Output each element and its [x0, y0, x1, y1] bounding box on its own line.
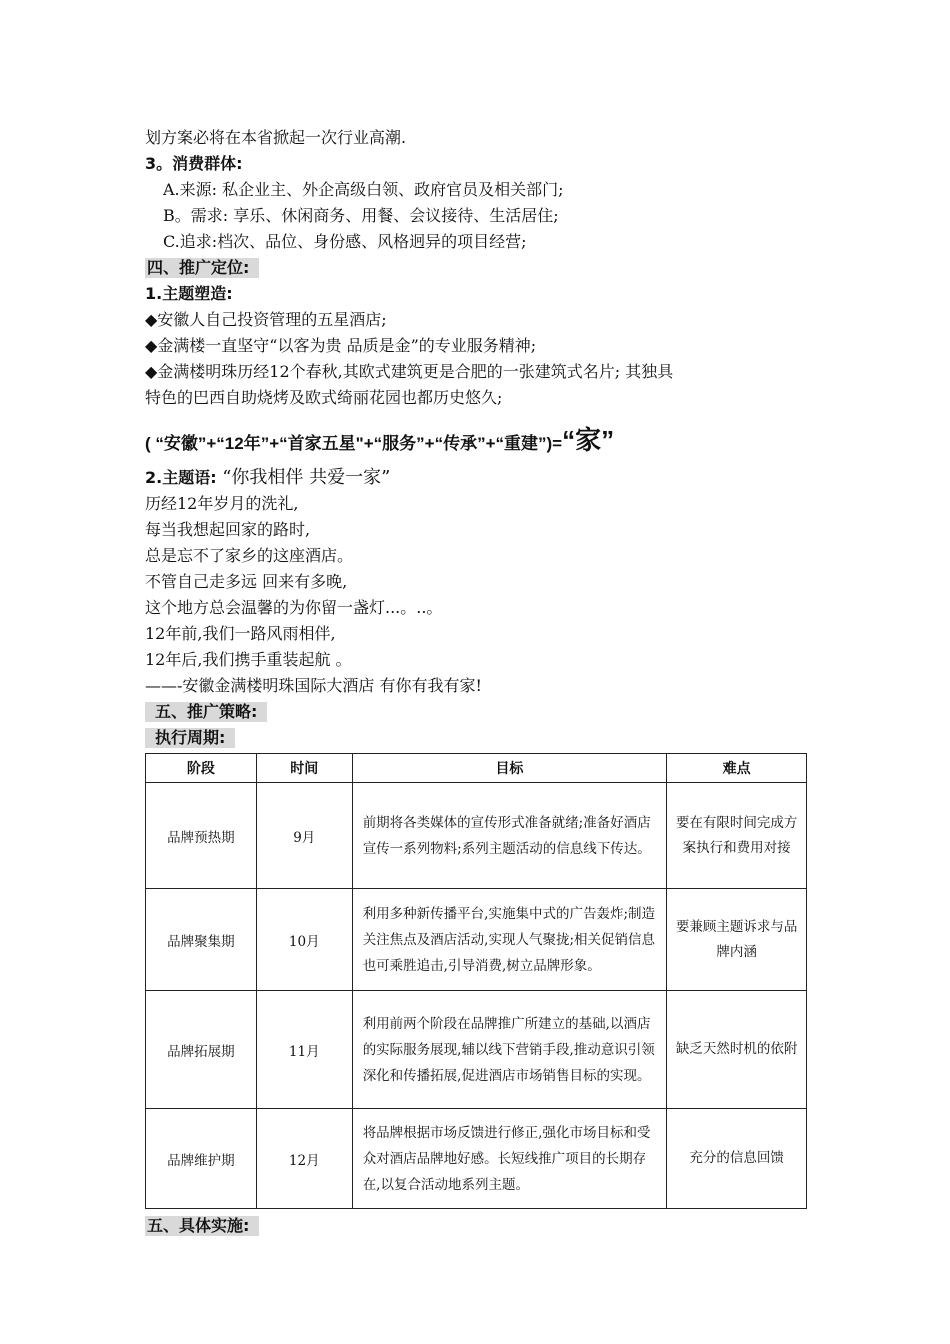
cell-stage: 品牌聚集期: [146, 889, 257, 991]
theme-formula: [145, 423, 810, 461]
table-row: [146, 889, 807, 991]
table-row: [146, 991, 807, 1109]
section-4-heading: 四、推广定位:: [145, 258, 259, 278]
cell-goal: 前期将各类媒体的宣传形式准备就绪;准备好酒店宣传一系列物料;系列主题活动的信息线下传达。: [352, 783, 667, 889]
theme-bullet-3b: 特色的巴西自助烧烤及欧式绮丽花园也都历史悠久;: [145, 388, 503, 407]
slogan-line: [145, 465, 810, 491]
header-stage: 阶段: [146, 754, 257, 783]
consumer-demand: B。需求: 享乐、休闲商务、用餐、会议接待、生活居住;: [163, 206, 559, 225]
poem-line: 不管自己走多远 回来有多晚,: [145, 572, 348, 591]
table-header-row: [146, 754, 807, 783]
header-goal: 目标: [352, 754, 667, 783]
table-row: [146, 783, 807, 889]
poem-line: 每当我想起回家的路时,: [145, 520, 311, 539]
section-5-heading: 五、推广策略:: [145, 702, 267, 722]
cell-stage: 品牌维护期: [146, 1109, 257, 1209]
poem-line: ——-安徽金满楼明珠国际大酒店 有你有我有家!: [145, 676, 482, 695]
poem-line: 这个地方总会温馨的为你留一盏灯...。..。: [145, 598, 443, 617]
theme-bullet-2: ◆金满楼一直坚守“以客为贵 品质是金”的专业服务精神;: [145, 336, 537, 355]
consumer-source: A.来源: 私企业主、外企高级白领、政府官员及相关部门;: [163, 180, 564, 199]
cell-goal: 将品牌根据市场反馈进行修正,强化市场目标和受众对酒店品牌地好感。长短线推广项目的长期存在,以复合活动地系列主题。: [352, 1109, 667, 1209]
cell-stage: 品牌预热期: [146, 783, 257, 889]
cell-time: 10月: [256, 889, 352, 991]
cell-stage: 品牌拓展期: [146, 991, 257, 1109]
theme-heading: 1.主题塑造:: [145, 284, 233, 303]
cell-time: 9月: [256, 783, 352, 889]
table-row: [146, 1109, 807, 1209]
cell-difficulty: 要兼顾主题诉求与品牌内涵: [667, 889, 807, 991]
header-time: 时间: [256, 754, 352, 783]
consumer-heading: 3。消费群体:: [145, 154, 243, 173]
poem-line: 总是忘不了家乡的这座酒店。: [145, 546, 354, 565]
slogan-text: “你我相伴 共爱一家”: [222, 467, 391, 488]
theme-bullet-3a: ◆金满楼明珠历经12个春秋,其欧式建筑更是合肥的一张建筑式名片; 其独具: [145, 362, 674, 381]
header-difficulty: 难点: [667, 754, 807, 783]
poem-line: 历经12年岁月的洗礼,: [145, 494, 299, 513]
cell-difficulty: 充分的信息回馈: [667, 1109, 807, 1209]
consumer-pursuit: C.追求:档次、品位、身份感、风格迥异的项目经营;: [163, 232, 527, 251]
slogan-heading: 2.主题语:: [145, 468, 217, 487]
poem-line: 12年前,我们一路风雨相伴,: [145, 624, 336, 643]
poem: [145, 491, 810, 699]
section-5b-heading: 五、具体实施:: [145, 1216, 259, 1236]
formula-home: “家”: [562, 425, 615, 455]
cell-difficulty: 要在有限时间完成方案执行和费用对接: [667, 783, 807, 889]
execution-table: [145, 753, 807, 1209]
execution-period-heading: 执行周期:: [145, 728, 235, 748]
poem-line: 12年后,我们携手重装起航 。: [145, 650, 352, 669]
document-page: [145, 125, 810, 1239]
cell-time: 12月: [256, 1109, 352, 1209]
intro-line: 划方案必将在本省掀起一次行业高潮.: [145, 128, 407, 147]
cell-difficulty: 缺乏天然时机的依附: [667, 991, 807, 1109]
theme-bullet-1: ◆安徽人自己投资管理的五星酒店;: [145, 310, 387, 329]
cell-goal: 利用前两个阶段在品牌推广所建立的基础,以酒店的实际服务展现,辅以线下营销手段,推动意识引领深化和传播拓展,促进酒店市场销售目标的实现。: [352, 991, 667, 1109]
formula-main: ( “安徽”+“12年”+“首家五星"+“服务”+“传承”+“重建”)=: [145, 434, 563, 453]
cell-goal: 利用多种新传播平台,实施集中式的广告轰炸;制造关注焦点及酒店活动,实现人气聚拢;相关促销信息也可乘胜追击,引导消费,树立品牌形象。: [352, 889, 667, 991]
cell-time: 11月: [256, 991, 352, 1109]
